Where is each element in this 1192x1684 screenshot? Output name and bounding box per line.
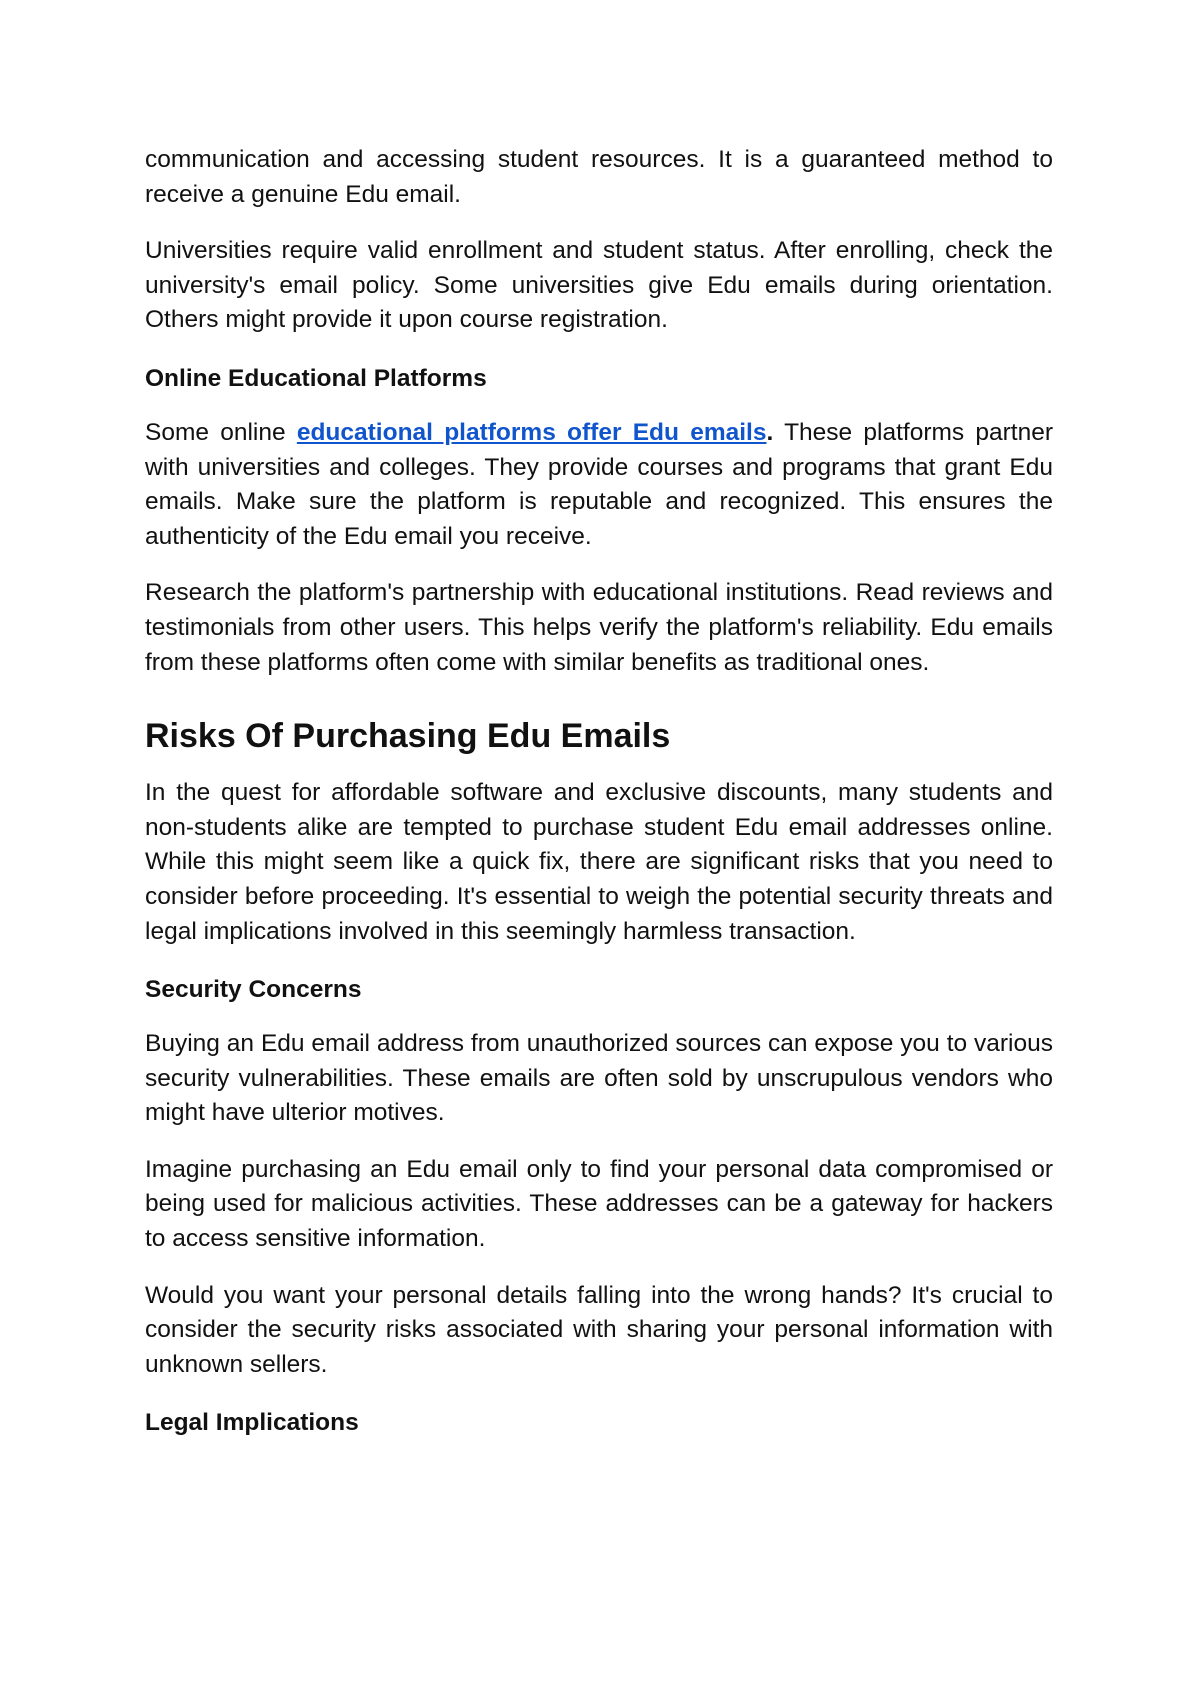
document-page bbox=[145, 143, 1053, 1440]
heading-online-educational-platforms: Online Educational Platforms bbox=[145, 364, 487, 392]
paragraph-text-after-link: These platforms partner with universities and colleges. They provide courses and programs that grant Edu emails. Make sure the platform is reputable and recognized. This ensures the authenticity of the Edu email you receive. bbox=[145, 418, 1054, 550]
paragraph-risks-intro: In the quest for affordable software and exclusive discounts, many students and non-students alike are tempted to purchase student Edu email addresses online. While this might seem like a quick fix, there are significant risks that you need to consider before proceeding. It's essential to weigh the potential security threats and legal implications involved in this seemingly harmless transaction. bbox=[145, 779, 1053, 945]
heading-legal-implications: Legal Implications bbox=[145, 1409, 359, 1437]
paragraph-personal-details: Would you want your personal details falling into the wrong hands? It's crucial to consider the security risks associated with sharing your personal information with unknown sellers. bbox=[145, 1281, 1053, 1378]
paragraph-security-vulnerabilities: Buying an Edu email address from unauthorized sources can expose you to various security vulnerabilities. These emails are often sold by unscrupulous vendors who might have ulterior motives. bbox=[145, 1030, 1053, 1127]
heading-risks-of-purchasing: Risks Of Purchasing Edu Emails bbox=[145, 717, 671, 756]
paragraph-text-before-link: Some online bbox=[145, 418, 297, 446]
paragraph-intro-continuation: communication and accessing student resources. It is a guaranteed method to receive a genuine Edu email. bbox=[145, 146, 1053, 208]
heading-security-concerns: Security Concerns bbox=[145, 976, 362, 1004]
educational-platforms-link[interactable]: educational platforms offer Edu emails bbox=[296, 418, 767, 446]
bold-period: . bbox=[766, 418, 774, 446]
paragraph-imagine-purchasing: Imagine purchasing an Edu email only to find your personal data compromised or being used for malicious activities. These addresses can be a gateway for hackers to access sensitive information. bbox=[145, 1155, 1053, 1253]
paragraph-university-requirements: Universities require valid enrollment and student status. After enrolling, check the university's email policy. Some universities give Edu emails during orientation. Others might provide it upon course registration. bbox=[145, 237, 1053, 334]
paragraph-online-platforms bbox=[145, 416, 1053, 554]
paragraph-research-platform: Research the platform's partnership with educational institutions. Read reviews and testimonials from other users. This helps verify the platform's reliability. Edu emails from these platforms often come with similar benefits as traditional ones. bbox=[145, 579, 1053, 676]
